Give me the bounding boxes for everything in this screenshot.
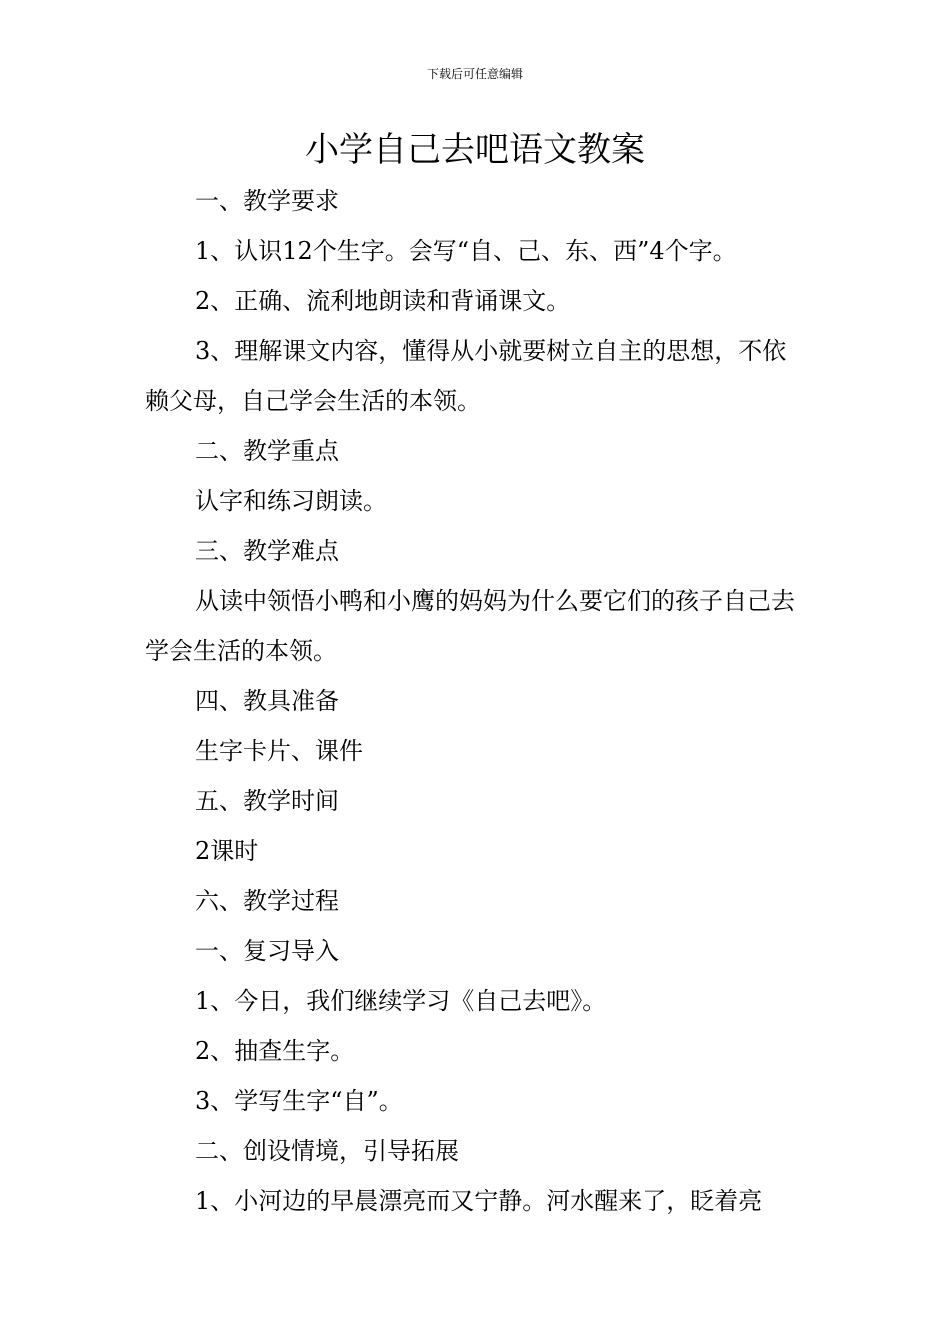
requirement-item-2: 2、正确、流利地朗读和背诵课文。	[195, 287, 571, 315]
requirement-item-3: 3、理解课文内容，懂得从小就要树立自主的思想，不依赖父母，自己学会生活的本领。	[145, 337, 787, 415]
section-heading-difficulties: 三、教学难点	[195, 537, 339, 565]
difficulties-text: 从读中领悟小鸭和小鹰的妈妈为什么要它们的孩子自己去学会生活的本领。	[145, 587, 795, 665]
review-item-1: 1、今日，我们继续学习《自己去吧》。	[195, 987, 607, 1015]
section-heading-key-points: 二、教学重点	[195, 437, 339, 465]
key-points-text: 认字和练习朗读。	[195, 487, 387, 515]
section-heading-process: 六、教学过程	[195, 887, 339, 915]
review-item-2: 2、抽查生字。	[195, 1037, 355, 1065]
subsection-heading-situation: 二、创设情境，引导拓展	[195, 1137, 459, 1165]
section-heading-materials: 四、教具准备	[195, 687, 339, 715]
requirement-item-1: 1、认识12个生字。会写“自、己、东、西”4个字。	[195, 237, 737, 265]
materials-text: 生字卡片、课件	[195, 737, 363, 765]
section-heading-time: 五、教学时间	[195, 787, 339, 815]
section-heading-requirements: 一、教学要求	[195, 187, 339, 215]
header-note: 下载后可任意编辑	[426, 67, 523, 81]
time-text: 2课时	[195, 837, 259, 865]
review-item-3: 3、学写生字“自”。	[195, 1087, 403, 1115]
situation-item-1: 1、小河边的早晨漂亮而又宁静。河水醒来了，眨着亮	[195, 1187, 763, 1215]
subsection-heading-review: 一、复习导入	[195, 937, 339, 965]
document-title: 小学自己去吧语文教案	[305, 130, 645, 170]
document-body	[145, 176, 810, 1226]
